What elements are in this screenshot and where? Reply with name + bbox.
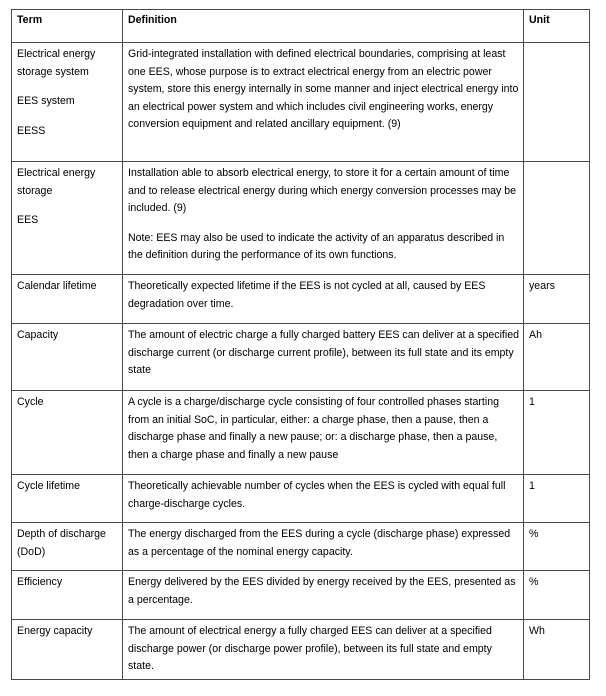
term-text: Energy capacity xyxy=(17,625,93,637)
definition-cell xyxy=(123,391,524,475)
definition-cell xyxy=(123,162,524,275)
table-row xyxy=(12,391,590,475)
unit-cell: Wh xyxy=(524,620,590,680)
definition-text: The energy discharged from the EES during a cycle (discharge phase) expressed as a percentage of the nominal energy capacity. xyxy=(128,528,511,558)
definition-text: The amount of electrical energy a fully charged EES can deliver at a specified discharge power (or discharge power profile), between its full state and empty state. xyxy=(128,625,492,673)
term-cell xyxy=(12,620,123,680)
table-row xyxy=(12,475,590,523)
term-text: Calendar lifetime xyxy=(17,280,97,292)
term-cell xyxy=(12,324,123,391)
definition-text: A cycle is a charge/discharge cycle consisting of four controlled phases starting from an initial SoC, in particular, either: a charge phase, then a pause, then a discharge phase and finally a new pause; or: a discharge phase, then a pause, then a charge phase and finally a new pause xyxy=(128,396,499,461)
unit-cell: % xyxy=(524,523,590,571)
term-text: Cycle xyxy=(17,396,44,408)
table-row xyxy=(12,620,590,680)
term-text: Capacity xyxy=(17,329,59,341)
definition-text: Theoretically achievable number of cycles when the EES is cycled with equal full charge-discharge cycles. xyxy=(128,480,506,510)
unit-cell: Ah xyxy=(524,324,590,391)
term-text: Electrical energy storage xyxy=(17,167,96,197)
definition-cell xyxy=(123,324,524,391)
table-row xyxy=(12,162,590,275)
header-unit: Unit xyxy=(524,10,590,43)
term-cell xyxy=(12,162,123,275)
table-row xyxy=(12,275,590,324)
unit-cell: 1 xyxy=(524,475,590,523)
definition-text: Installation able to absorb electrical energy, to store it for a certain amount of time and to release electrical energy during which energy conversion processes may be included. (9) xyxy=(128,167,517,215)
definition-cell xyxy=(123,475,524,523)
term-text: Cycle lifetime xyxy=(17,480,80,492)
definition-cell xyxy=(123,275,524,324)
definition-cell xyxy=(123,523,524,571)
table-row xyxy=(12,324,590,391)
definition-text: Energy delivered by the EES divided by energy received by the EES, presented as a percentage. xyxy=(128,576,516,606)
term-abbreviation: EES xyxy=(17,214,39,227)
term-cell xyxy=(12,391,123,475)
glossary-table xyxy=(11,9,590,680)
header-definition: Definition xyxy=(123,10,524,43)
definition-note: Note: EES may also be used to indicate the activity of an apparatus described in the definition during the performance of its own functions. xyxy=(128,231,505,262)
header-term: Term xyxy=(12,10,123,43)
unit-cell: years xyxy=(524,275,590,324)
term-text: Electrical energy storage system xyxy=(17,48,96,78)
term-cell xyxy=(12,475,123,523)
term-cell xyxy=(12,275,123,324)
unit-cell: 1 xyxy=(524,391,590,475)
term-cell xyxy=(12,523,123,571)
term-text: Efficiency xyxy=(17,576,63,588)
definition-cell xyxy=(123,571,524,620)
table-row xyxy=(12,523,590,571)
unit-cell xyxy=(524,43,590,162)
definition-cell xyxy=(123,620,524,680)
unit-cell xyxy=(524,162,590,275)
table-row xyxy=(12,43,590,162)
definition-text: Theoretically expected lifetime if the EES is not cycled at all, caused by EES degradation over time. xyxy=(128,280,486,310)
term-cell xyxy=(12,43,123,162)
definition-text: The amount of electric charge a fully charged battery EES can deliver at a specified discharge current (or discharge current profile), between its full state and its empty state xyxy=(128,329,520,377)
table-row xyxy=(12,571,590,620)
term-text: Depth of discharge (DoD) xyxy=(17,528,106,558)
definition-text: Grid-integrated installation with defined electrical boundaries, comprising at least one EES, whose purpose is to extract electrical energy from an electric power system, store this energy internally in some manner and inject electrical energy into an electrical power system and which includes civil engineering works, energy conversion equipment and related ancillary equipment. (9) xyxy=(128,48,519,131)
term-abbreviation: EES system xyxy=(17,95,75,108)
term-cell xyxy=(12,571,123,620)
definition-cell xyxy=(123,43,524,162)
header-row xyxy=(12,10,590,43)
term-abbreviation: EESS xyxy=(17,124,46,137)
unit-cell: % xyxy=(524,571,590,620)
